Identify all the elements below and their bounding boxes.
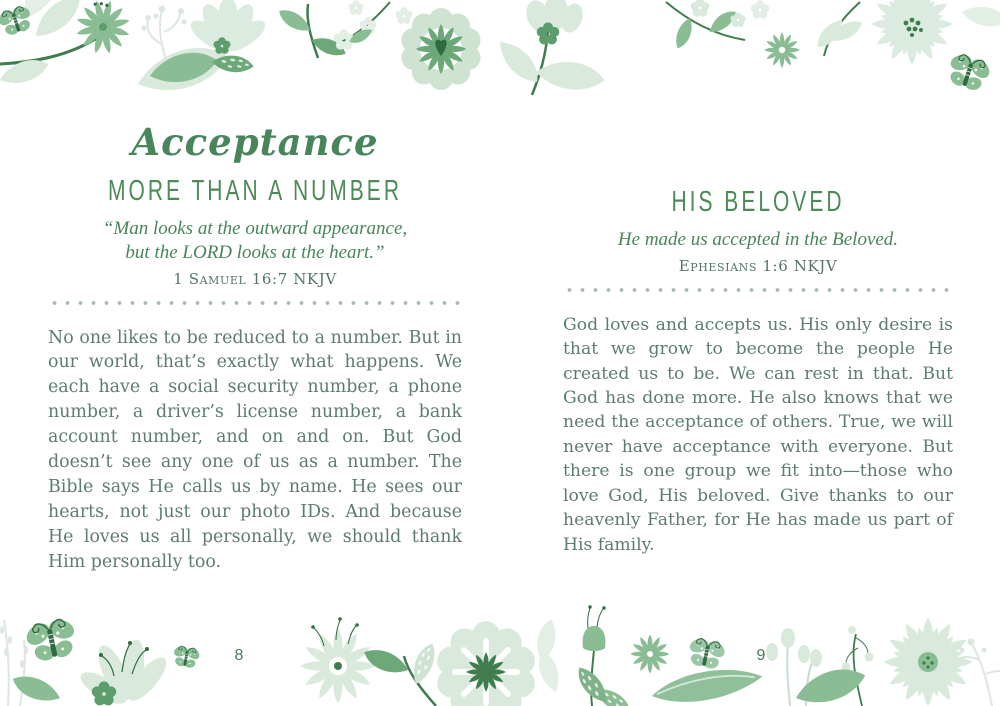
butterfly-icon [941,48,996,97]
leaf-icon [9,667,63,706]
daisy-flower-icon [301,617,376,703]
body-text-right: God loves and accepts us. His only desire is that we grow to become the people He created us to be. We can rest in that. But God has done more. He also knows that we need the acceptance of others. True, we will never have acceptance with everyone. But there is one group we fit into—those who love God, His beloved. Give thanks to our heavenly Father, for He has made us part of His family. [563,314,953,555]
butterfly-icon [20,612,83,667]
spotted-leaf-icon [211,51,255,77]
top-floral-art [0,0,1000,98]
tall-flower-icon [495,0,608,98]
left-page [48,120,462,574]
butterfly-icon [683,633,729,673]
blossom-icon [751,0,770,18]
leaf-branch-icon [276,3,349,61]
body-text-left: No one likes to be reduced to a number. But in our world, that’s exactly what happens. We each have a social security number, a phone number, a driver’s license number, a bank account number, and on and on. But God doesn’t see any one of us as a number. The Bible says He calls us by name. He sees our hearts, not just our photo IDs. And because He loves us all personally, we should thank Him personally too. [48,327,462,572]
verse-line: “Man looks at the outward appearance, [102,218,408,239]
scallop-flower-icon [437,621,535,706]
verse-left [48,217,462,265]
blossom-icon [214,37,231,54]
verse-reference-left: 1 Samuel 16:7 NKJV [173,269,337,288]
spotted-leaf-icon [574,662,611,706]
bottom-floral-border [0,600,1000,706]
butterfly-icon [0,1,38,40]
leaf-icon [11,0,75,23]
leaf-icon [536,649,561,695]
fan-flower-icon [186,0,270,57]
bud-flower-icon [766,628,822,706]
butterfly-icon [170,643,203,671]
bell-flower-icon [583,605,634,706]
leaf-icon [792,665,868,706]
daisy-flower-icon [884,618,972,706]
top-floral-border [0,0,1000,112]
daisy-flower-icon [764,32,800,68]
verse-line: but the LORD looks at the heart.” [125,241,385,263]
leaf-branch-icon [361,640,442,706]
leaf-icon [650,665,764,705]
lily-of-the-valley-icon [842,626,874,706]
dotted-divider-left [48,300,462,306]
right-page [563,186,953,557]
leaf-icon [27,0,88,42]
leaf-icon [148,51,219,85]
section-title-right: HIS BELOVED [671,186,845,218]
daisy-flower-icon [630,634,669,673]
page-number-right: 9 [756,647,766,664]
star-center-icon [466,652,506,692]
leaf-icon [134,43,232,95]
sprig-leaves-icon [0,626,28,668]
blossom-icon [396,7,413,24]
sprig-icon [4,620,25,706]
leaf-icon [960,0,1000,33]
leaf-branch-icon [666,0,746,51]
stem-icon [0,36,100,64]
verse-line: He made us accepted in the Beloved. [617,229,899,250]
leaf-icon [530,617,561,664]
verse-right [563,228,953,252]
chapter-title: Acceptance [131,120,379,164]
page-number-left: 8 [234,647,244,664]
daisy-flower-icon [70,0,136,60]
heart-center-icon [435,40,446,56]
dotted-divider-right [563,287,953,293]
section-title-left: MORE THAN A NUMBER [108,175,402,207]
bottom-floral-art [0,605,1000,706]
stem-leaves-icon [812,2,866,56]
blossom-branch-icon [334,0,390,49]
berry-sprig-icon [141,6,186,60]
chrysanthemum-icon [871,0,953,65]
scallop-flower-icon [401,8,480,90]
leaf-icon [0,57,51,86]
berry-sprig-icon [952,639,1000,706]
stamen-flower-icon [76,638,172,706]
verse-reference-right: Ephesians 1:6 NKJV [678,256,838,275]
